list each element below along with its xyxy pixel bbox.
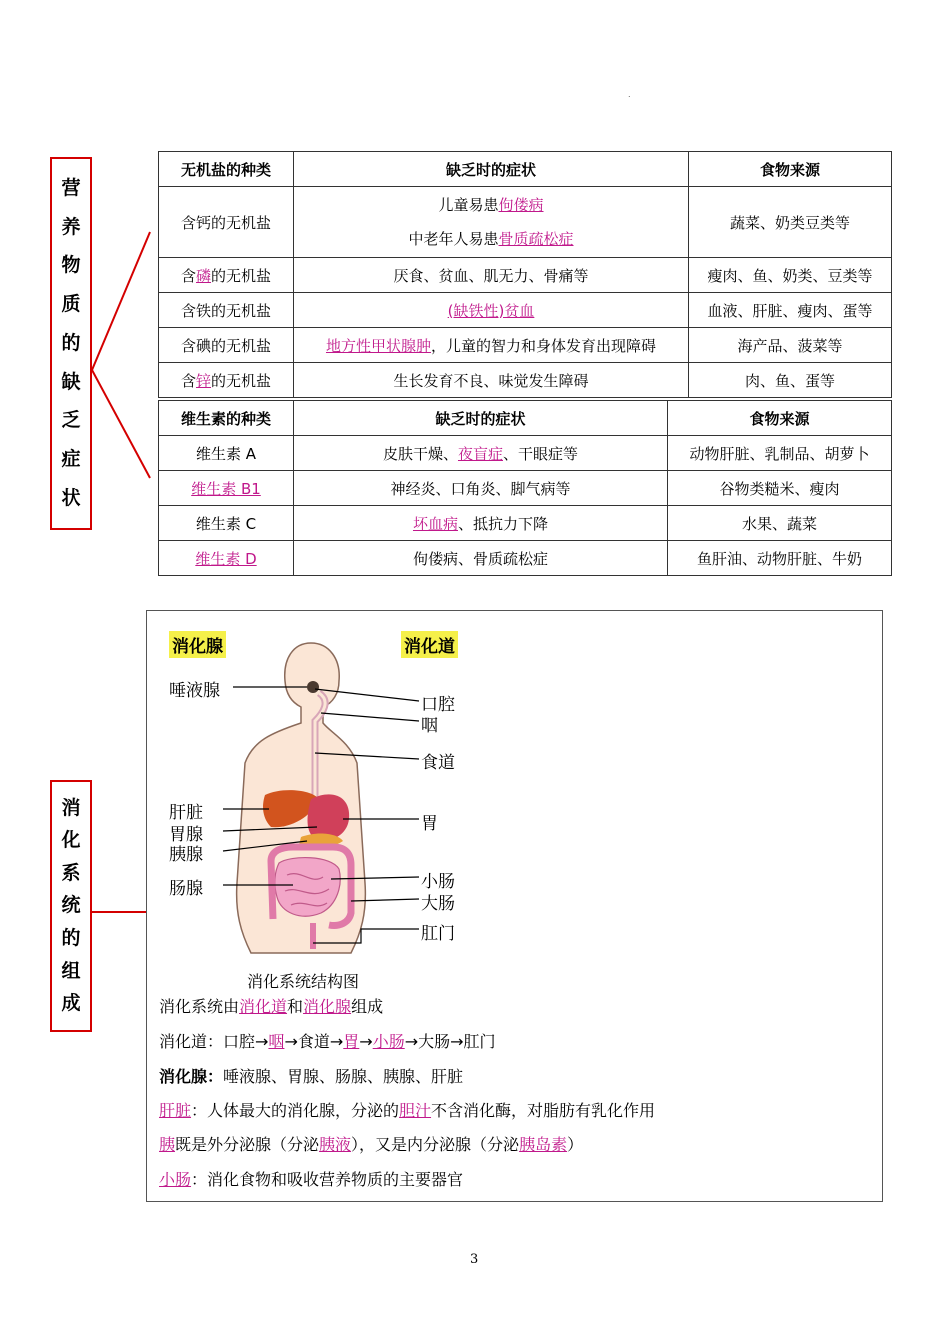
note-text: ） [567, 1135, 584, 1154]
key-term: 胰液 [319, 1135, 352, 1154]
note-text: 消化腺： [159, 1067, 224, 1086]
note-text: ：人体最大的消化腺，分泌的 [191, 1101, 400, 1120]
nutrition-label-char: 缺 [61, 370, 81, 393]
diagram-caption: 消化系统结构图 [247, 972, 360, 991]
key-term: 胆汁 [399, 1101, 432, 1120]
digestive-label-char: 的 [61, 927, 81, 950]
key-term: 消化道 [239, 997, 288, 1016]
key-term: 胰岛素 [519, 1135, 568, 1154]
note-text: →大肠→肛门 [404, 1032, 496, 1051]
symptom-cell [294, 506, 668, 541]
symptom-text: 儿童易患 [438, 196, 499, 214]
bracket-line-upper [92, 232, 150, 370]
source-cell: 水果、蔬菜 [668, 506, 892, 541]
source-cell: 鱼肝油、动物肝脏、牛奶 [668, 541, 892, 576]
digestive-label-char: 系 [61, 861, 81, 884]
key-term: 维生素 B1 [191, 479, 261, 498]
header-source: 食物来源 [689, 152, 892, 187]
note-line-4 [159, 1101, 655, 1121]
key-term: 消化腺 [303, 997, 352, 1016]
symptom-text: ，儿童的智力和身体发育出现障碍 [431, 336, 657, 355]
digestive-label-char: 化 [61, 829, 81, 852]
kind-cell [159, 258, 294, 293]
kind-cell: 维生素 A [159, 436, 294, 471]
nutrition-deficiency-label [50, 157, 92, 530]
leader-pharynx [321, 713, 419, 721]
nutrition-label-char: 质 [61, 293, 81, 316]
note-text: 消化道：口腔→ [159, 1032, 269, 1051]
kind-cell [159, 471, 294, 506]
nutrition-label-char: 养 [61, 215, 81, 238]
label-stomach: 胃 [421, 814, 438, 834]
header-kind: 无机盐的种类 [159, 152, 294, 187]
key-term: 咽 [268, 1032, 285, 1051]
note-text: 组成 [351, 997, 384, 1016]
label-esophagus: 食道 [421, 753, 455, 773]
label-large-intestine: 大肠 [421, 894, 455, 914]
note-text: →食道→ [284, 1032, 344, 1051]
digestive-label-char: 组 [61, 959, 81, 982]
kind-text: 的无机盐 [211, 266, 272, 285]
symptom-cell [294, 328, 689, 363]
key-term: 磷 [195, 266, 211, 285]
source-cell: 蔬菜、奶类豆类等 [689, 187, 892, 258]
symptom-text: 中老年人易患 [408, 230, 499, 248]
table-row [159, 363, 892, 398]
note-text: 和 [287, 997, 304, 1016]
label-salivary-gland: 唾液腺 [169, 681, 220, 701]
note-text: → [359, 1032, 373, 1051]
digestive-label-char: 成 [61, 992, 81, 1015]
label-mouth: 口腔 [421, 695, 455, 715]
nutrition-label-char: 物 [61, 254, 81, 277]
note-line-2 [159, 1032, 496, 1052]
note-line-5 [159, 1135, 583, 1155]
symptom-cell: 生长发育不良、味觉发生障碍 [294, 363, 689, 398]
label-pharynx: 咽 [421, 716, 438, 736]
symptom-text: 皮肤干燥、 [382, 444, 458, 463]
kind-cell: 维生素 C [159, 506, 294, 541]
kind-cell [159, 363, 294, 398]
key-term: 地方性甲状腺肿 [325, 336, 431, 355]
header-kind: 维生素的种类 [159, 401, 294, 436]
source-cell: 动物肝脏、乳制品、胡萝卜 [668, 436, 892, 471]
digestive-panel [146, 610, 883, 1202]
header-symptom: 缺乏时的症状 [294, 401, 668, 436]
label-gastric-gland: 胃腺 [169, 825, 203, 845]
nutrition-label-char: 状 [61, 487, 81, 509]
key-term: 胰 [159, 1135, 176, 1154]
key-term: 锌 [195, 371, 211, 390]
symptom-cell [294, 187, 689, 258]
tag-digestive-tract: 消化道 [401, 631, 458, 658]
note-line-6 [159, 1170, 463, 1190]
table-row [159, 187, 892, 258]
table-row [159, 436, 892, 471]
digestive-diagram [161, 623, 491, 993]
note-text: 消化系统由 [159, 997, 240, 1016]
table-row [159, 293, 892, 328]
header-source: 食物来源 [668, 401, 892, 436]
symptom-cell: 神经炎、口角炎、脚气病等 [294, 471, 668, 506]
table-row [159, 328, 892, 363]
header-symptom: 缺乏时的症状 [294, 152, 689, 187]
table-header-row [159, 152, 892, 187]
kind-text: 的无机盐 [211, 371, 272, 390]
kind-text: 含 [180, 371, 196, 390]
tag-digestive-glands: 消化腺 [169, 631, 226, 658]
label-pancreas: 胰腺 [169, 845, 203, 865]
note-text: 既是外分泌腺（分泌 [175, 1135, 320, 1154]
table-row [159, 541, 892, 576]
symptom-cell: 厌食、贫血、肌无力、骨痛等 [294, 258, 689, 293]
key-term: 小肠 [372, 1032, 405, 1051]
kind-cell: 含铁的无机盐 [159, 293, 294, 328]
note-text: ），又是内分泌腺（分泌 [351, 1135, 520, 1154]
page-mark: . [628, 90, 631, 99]
source-cell: 海产品、菠菜等 [689, 328, 892, 363]
note-line-3 [159, 1067, 463, 1087]
label-liver: 肝脏 [169, 803, 203, 823]
kind-cell: 含碘的无机盐 [159, 328, 294, 363]
symptom-cell: 佝偻病、骨质疏松症 [294, 541, 668, 576]
label-intestinal-gland: 肠腺 [169, 879, 203, 899]
label-anus: 肛门 [421, 924, 455, 944]
note-line-1 [159, 997, 383, 1017]
key-term: 佝偻病 [498, 196, 544, 214]
source-cell: 肉、鱼、蛋等 [689, 363, 892, 398]
page-number: 3 [470, 1252, 479, 1267]
key-term: (缺铁性)贫血 [447, 301, 535, 320]
nutrition-label-char: 营 [61, 176, 81, 199]
symptom-cell [294, 293, 689, 328]
table-header-row [159, 401, 892, 436]
key-term: 夜盲症 [457, 444, 503, 463]
note-text: ：消化食物和吸收营养物质的主要器官 [191, 1170, 464, 1189]
source-cell: 瘦肉、鱼、奶类、豆类等 [689, 258, 892, 293]
key-term: 坏血病 [412, 514, 458, 533]
note-text: 唾液腺、胃腺、肠腺、胰腺、肝脏 [223, 1067, 464, 1086]
kind-text: 含 [180, 266, 196, 285]
kind-cell [159, 541, 294, 576]
kind-cell: 含钙的无机盐 [159, 187, 294, 258]
source-cell: 谷物类糙米、瘦肉 [668, 471, 892, 506]
table-row [159, 258, 892, 293]
symptom-text: 、干眼症等 [503, 444, 579, 463]
key-term: 肝脏 [159, 1101, 192, 1120]
label-small-intestine: 小肠 [421, 872, 455, 892]
nutrition-label-char: 症 [61, 448, 81, 471]
key-term: 胃 [343, 1032, 360, 1051]
mineral-table [158, 151, 892, 398]
digestive-system-label [50, 780, 92, 1032]
salivary-gland-shape [307, 681, 319, 693]
nutrition-label-char: 乏 [61, 409, 81, 432]
symptom-text: 、抵抗力下降 [458, 514, 549, 533]
key-term: 小肠 [159, 1170, 192, 1189]
symptom-cell [294, 436, 668, 471]
note-text: 不含消化酶，对脂肪有乳化作用 [431, 1101, 656, 1120]
source-cell: 血液、肝脏、瘦肉、蛋等 [689, 293, 892, 328]
table-row [159, 506, 892, 541]
table-row [159, 471, 892, 506]
digestive-label-char: 统 [61, 894, 81, 917]
bracket-line-lower [92, 370, 150, 478]
key-term: 维生素 D [195, 549, 257, 568]
nutrition-label-char: 的 [61, 331, 81, 354]
vitamin-table [158, 400, 892, 576]
key-term: 骨质疏松症 [498, 230, 574, 248]
digestive-label-char: 消 [61, 796, 81, 819]
